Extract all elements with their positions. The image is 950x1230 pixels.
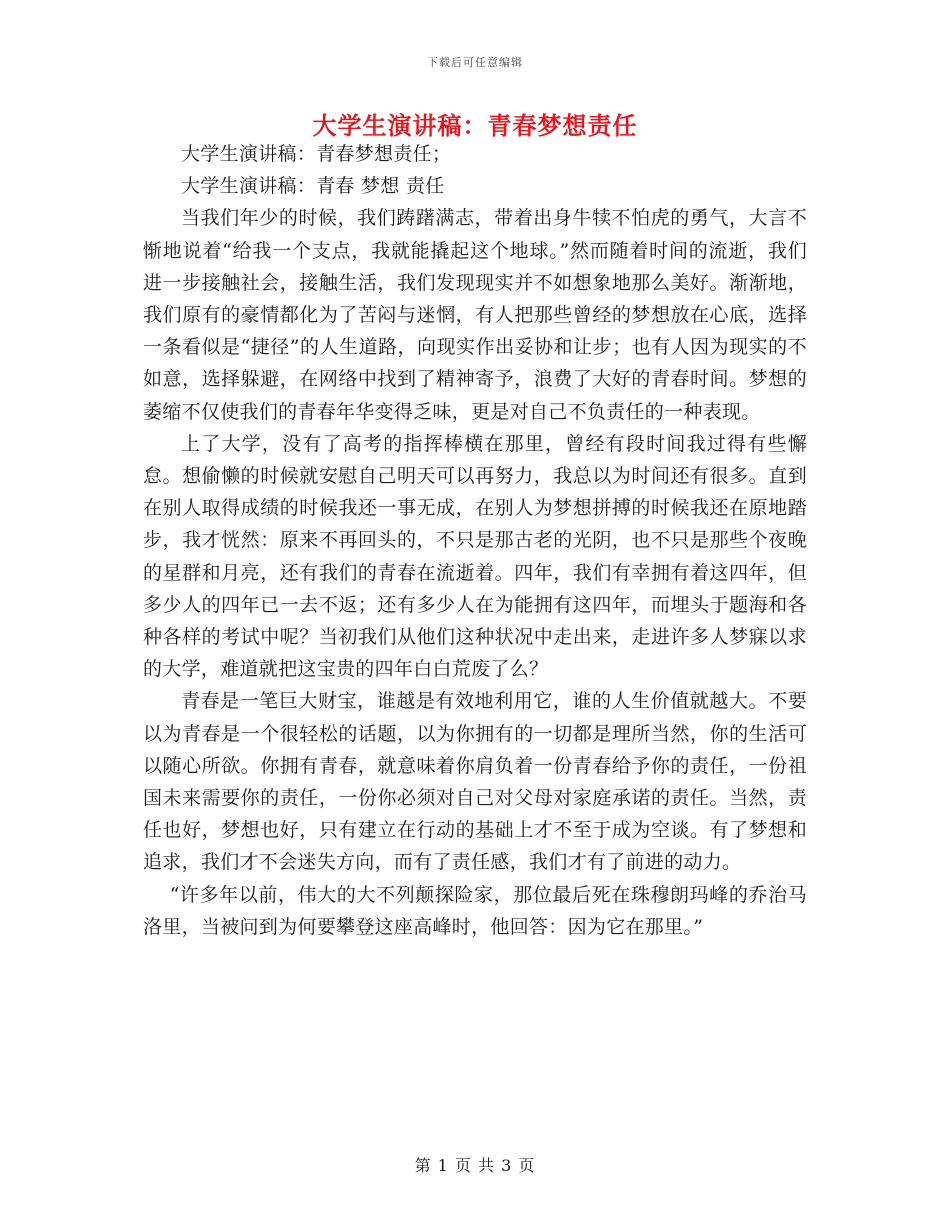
paragraph-mallory-quote: “许多年以前，伟大的大不列颠探险家，那位最后死在珠穆朗玛峰的乔治马洛里，当被问到为何要攀登这座高峰时，他回答：因为它在那里。” — [143, 883, 807, 938]
page-number-footer — [0, 1153, 950, 1176]
footer-middle: 页 共 — [454, 1156, 496, 1175]
paragraph-responsibility: 青春是一笔巨大财宝，谁越是有效地利用它，谁的人生价值就越大。不要以为青春是一个很轻松的话题，以为你拥有的一切都是理所当然，你的生活可以随心所欲。你拥有青春，就意味着你肩负着一份青春给予你的责任，一份祖国未来需要你的责任，一份你必须对自己对父母对家庭承诺的责任。当然，责任也好，梦想也好，只有建立在行动的基础上才不至于成为空谈。有了梦想和追求，我们才不会迷失方向，而有了责任感，我们才有了前进的动力。 — [143, 690, 807, 874]
document-title: 大学生演讲稿：青春梦想责任 — [312, 111, 638, 140]
document-body — [143, 138, 807, 943]
header-note: 下载后可任意编辑 — [427, 56, 523, 69]
paragraph-subtitle-1: 大学生演讲稿：青春梦想责任； — [181, 143, 452, 165]
paragraph-university: 上了大学，没有了高考的指挥棒横在那里，曾经有段时间我过得有些懈怠。想偷懒的时候就安慰自己明天可以再努力，我总以为时间还有很多。直到在别人取得成绩的时候我还一事无成，在别人为梦想拼搏的时候我还在原地踏步，我才恍然：原来不再回头的，不只是那古老的光阴，也不只是那些个夜晚的星群和月亮，还有我们的青春在流逝着。四年，我们有幸拥有着这四年，但多少人的四年已一去不返；还有多少人在为能拥有这四年，而埋头于题海和各种各样的考试中呢？当初我们从他们这种状况中走出来，走进许多人梦寐以求的大学，难道就把这宝贵的四年白白荒废了么？ — [143, 432, 807, 681]
paragraph-subtitle-2: 大学生演讲稿：青春 梦想 责任 — [181, 175, 445, 198]
footer-current-page: 1 — [437, 1156, 449, 1175]
footer-prefix: 第 — [414, 1156, 432, 1175]
footer-suffix: 页 — [518, 1156, 536, 1175]
footer-total-pages: 3 — [501, 1156, 513, 1175]
paragraph-youth-dreams: 当我们年少的时候，我们踌躇满志，带着出身牛犊不怕虎的勇气，大言不惭地说着“给我一个支点，我就能撬起这个地球。”然而随着时间的流逝，我们进一步接触社会，接触生活，我们发现现实并不如想象地那么美好。渐渐地，我们原有的豪情都化为了苦闷与迷惘，有人把那些曾经的梦想放在心底，选择一条看似是“捷径”的人生道路，向现实作出妥协和让步；也有人因为现实的不如意，选择躲避，在网络中找到了精神寄予，浪费了大好的青春时间。梦想的萎缩不仅使我们的青春年华变得乏味，更是对自己不负责任的一种表现。 — [143, 207, 807, 423]
